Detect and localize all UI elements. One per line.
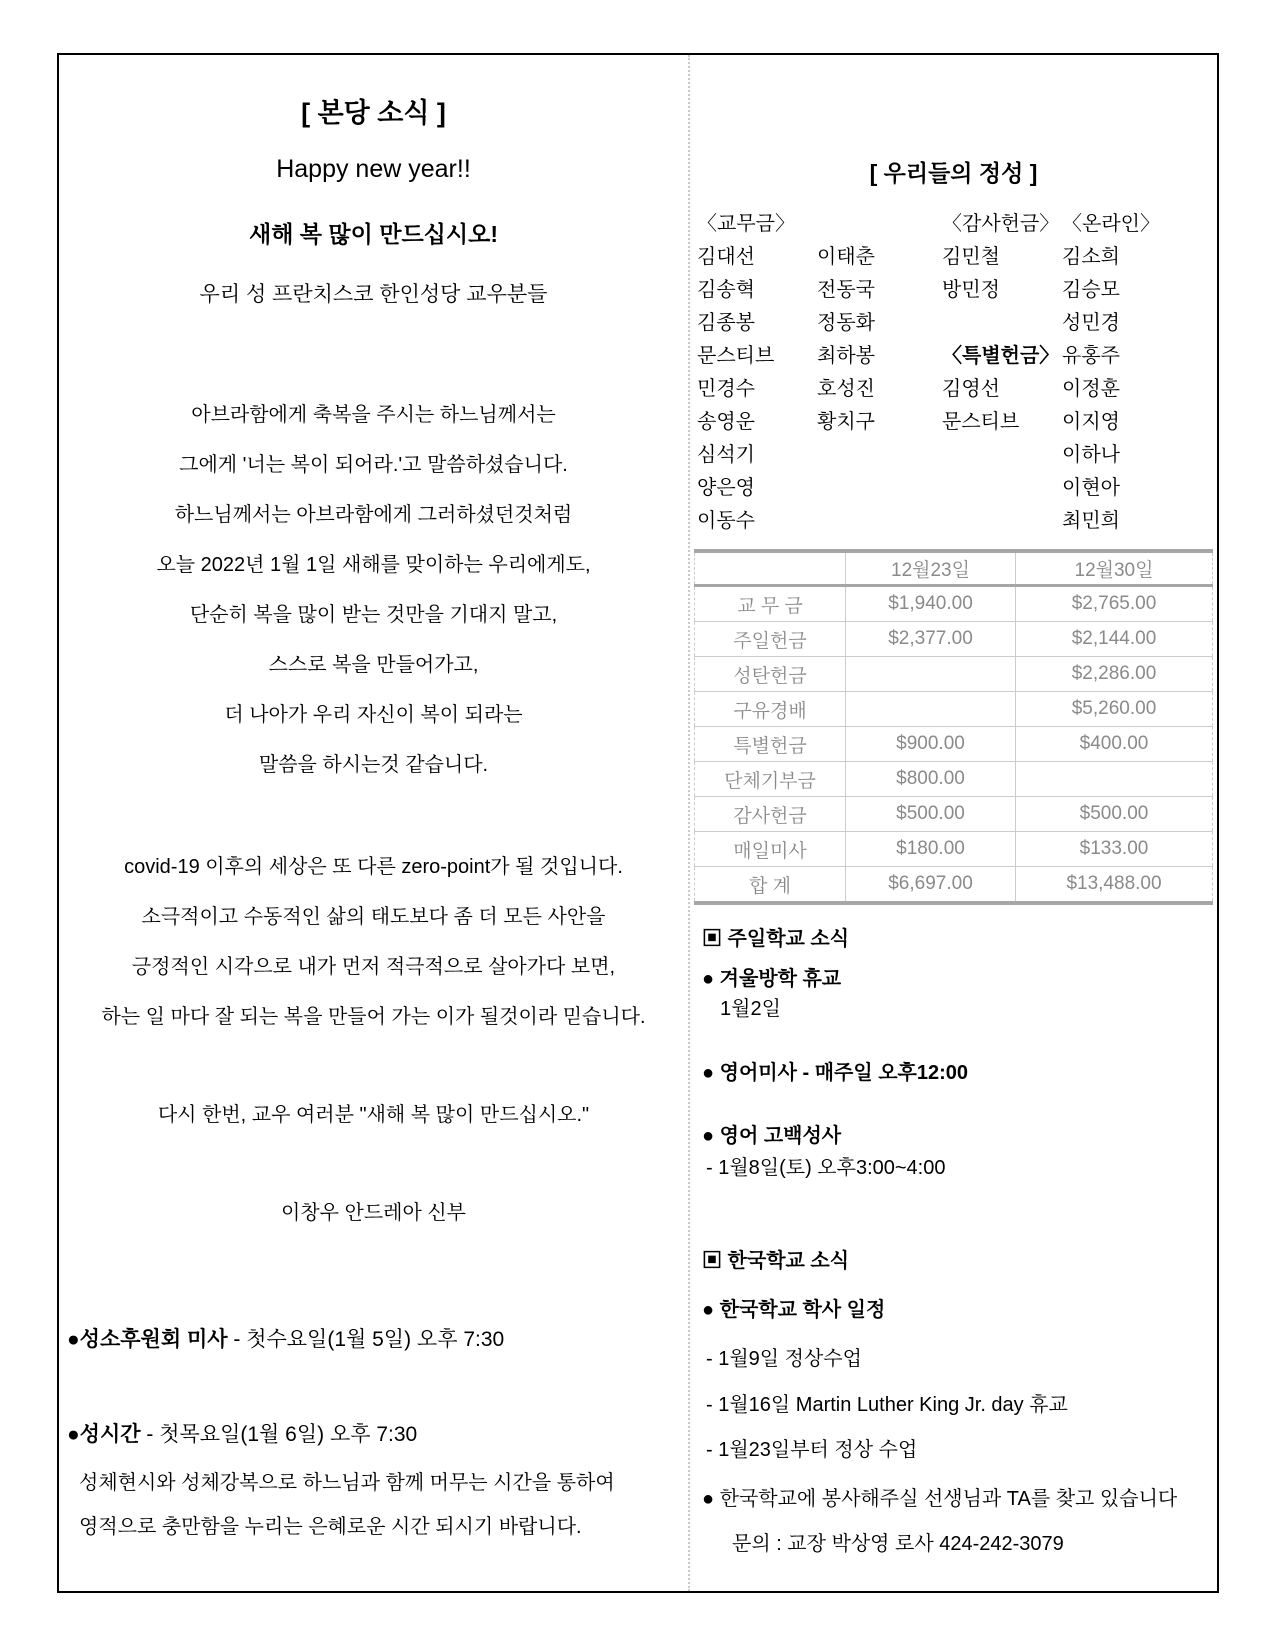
row-label: 합 계: [695, 867, 846, 904]
bulletin-page: [57, 53, 1219, 1593]
amount-cell: $500.00: [846, 797, 1016, 832]
offerings-column: [690, 55, 1217, 1591]
paragraph-line: 하느님께서는 아브라함에게 그러하셨던것처럼: [174, 504, 573, 526]
amount-cell: $400.00: [1016, 727, 1213, 762]
donor-name: 이하나: [1062, 444, 1120, 466]
amount-cell: $133.00: [1016, 832, 1213, 867]
donor-name: 김민철: [942, 246, 1000, 268]
english-confession-time: - 1월8일(토) 오후3:00~4:00: [706, 1157, 946, 1179]
schedule-line: - 1월9일 정상수업: [706, 1348, 862, 1370]
donor-name: 유홍주: [1062, 345, 1120, 367]
vocation-mass-item: [67, 1327, 504, 1353]
row-label: 교 무 금: [695, 586, 846, 622]
paragraph-line: 오늘 2022년 1월 1일 새해를 맞이하는 우리에게도,: [156, 554, 591, 576]
donor-name: 이지영: [1062, 411, 1120, 433]
parish-news-title: [ 본당 소식 ]: [301, 98, 446, 128]
donor-name: 정동화: [817, 312, 875, 334]
donor-name: 김대선: [697, 246, 755, 268]
paragraph-line: 스스로 복을 만들어가고,: [268, 654, 479, 676]
table-row: [695, 762, 1213, 797]
sunday-school-section-header: ▣ 주일학교 소식: [702, 928, 850, 950]
holy-hour-detail: - 첫목요일(1월 6일) 오후 7:30: [140, 1423, 418, 1446]
donor-category: 〈교무금〉: [697, 213, 795, 235]
table-header-cell: [695, 551, 846, 586]
donor-name: 최민희: [1062, 510, 1120, 532]
donor-name: 최하봉: [817, 345, 875, 367]
amount-cell: $180.00: [846, 832, 1016, 867]
offerings-title: [ 우리들의 정성 ]: [869, 160, 1038, 186]
donor-name: 심석기: [697, 444, 755, 466]
table-row: [695, 657, 1213, 692]
paragraph-line: 말씀을 하시는것 같습니다.: [258, 754, 489, 776]
donor-name: 이동수: [697, 510, 755, 532]
donor-name: 김송혁: [697, 279, 755, 301]
donor-name: 방민정: [942, 279, 1000, 301]
korean-school-section-header: ▣ 한국학교 소식: [702, 1250, 850, 1272]
donor-name: 김소희: [1062, 246, 1120, 268]
donor-category: 〈감사헌금〉: [942, 213, 1060, 235]
table-row: [695, 727, 1213, 762]
donor-category: 〈온라인〉: [1062, 213, 1160, 235]
schedule-line: - 1월23일부터 정상 수업: [706, 1439, 918, 1461]
paragraph-line: 더 나아가 우리 자신이 복이 되라는: [224, 704, 523, 726]
paragraph-line: 소극적이고 수동적인 삶의 태도보다 좀 더 모든 사안을: [141, 906, 606, 928]
donor-name: 양은영: [697, 477, 755, 499]
table-header-row: [695, 551, 1213, 586]
donor-name: 성민경: [1062, 312, 1120, 334]
amount-cell: [846, 657, 1016, 692]
new-year-blessing-line: 새해 복 많이 만드십시오!: [248, 221, 498, 247]
paragraph-line: 아브라함에게 축복을 주시는 하느님께서는: [191, 404, 556, 426]
row-label: 감사헌금: [695, 797, 846, 832]
amount-cell: $5,260.00: [1016, 692, 1213, 727]
english-confession-item: ● 영어 고백성사: [702, 1125, 842, 1147]
donor-name: 이태춘: [817, 246, 875, 268]
paragraph-line: 단순히 복을 많이 받는 것만을 기대지 말고,: [189, 604, 558, 626]
donor-name: 이정훈: [1062, 378, 1120, 400]
amount-cell: $500.00: [1016, 797, 1213, 832]
paragraph-line: covid-19 이후의 세상은 또 다른 zero-point가 될 것입니다.: [124, 856, 623, 878]
korean-school-schedule-item: ● 한국학교 학사 일정: [702, 1299, 886, 1321]
holy-hour-desc-line: 영적으로 충만함을 누리는 은혜로운 시간 되시기 바랍니다.: [79, 1516, 582, 1538]
holy-hour-item: [67, 1422, 417, 1448]
row-label: 매일미사: [695, 832, 846, 867]
row-label: 성탄헌금: [695, 657, 846, 692]
amount-cell: $6,697.00: [846, 867, 1016, 904]
happy-new-year-line: Happy new year!!: [276, 155, 471, 183]
donor-name: 김종봉: [697, 312, 755, 334]
donor-name: 송영운: [697, 411, 755, 433]
donor-name: 민경수: [697, 378, 755, 400]
volunteer-request-item: ● 한국학교에 봉사해주실 선생님과 TA를 찾고 있습니다: [702, 1488, 1178, 1510]
row-label: 구유경배: [695, 692, 846, 727]
paragraph-line: 그에게 '너는 복이 되어라.'고 말씀하셨습니다.: [179, 454, 568, 476]
donor-name: 문스티브: [697, 345, 775, 367]
table-row: [695, 692, 1213, 727]
donor-name: 문스티브: [942, 411, 1020, 433]
amount-cell: $2,765.00: [1016, 586, 1213, 622]
table-row: [695, 832, 1213, 867]
closing-line: 다시 한번, 교우 여러분 "새해 복 많이 만드십시오.": [157, 1104, 590, 1126]
donor-category: 〈특별헌금〉: [942, 345, 1060, 367]
offering-amounts-table: [694, 549, 1213, 905]
amount-cell: [846, 692, 1016, 727]
amount-cell: $13,488.00: [1016, 867, 1213, 904]
table-row-total: [695, 867, 1213, 904]
vocation-mass-label: ●성소후원회 미사: [67, 1328, 228, 1351]
table-row: [695, 586, 1213, 622]
amount-cell: $2,286.00: [1016, 657, 1213, 692]
amount-cell: $900.00: [846, 727, 1016, 762]
greeting-line: 우리 성 프란치스코 한인성당 교우분들: [199, 283, 548, 306]
holy-hour-label: ●성시간: [67, 1423, 141, 1446]
priest-signature: 이창우 안드레아 신부: [281, 1202, 466, 1224]
vocation-mass-detail: - 첫수요일(1월 5일) 오후 7:30: [227, 1328, 505, 1351]
amount-cell: $1,940.00: [846, 586, 1016, 622]
donor-name: 전동국: [817, 279, 875, 301]
parish-news-column: [59, 55, 688, 1591]
winter-break-date: 1월2일: [720, 998, 781, 1020]
volunteer-contact-line: 문의 : 교장 박상영 로사 424-242-3079: [732, 1533, 1064, 1555]
holy-hour-desc-line: 성체현시와 성체강복으로 하느님과 함께 머무는 시간을 통하여: [79, 1472, 615, 1494]
amount-cell: $800.00: [846, 762, 1016, 797]
donor-name: 김영선: [942, 378, 1000, 400]
table-header-cell: 12월30일: [1016, 551, 1213, 586]
row-label: 특별헌금: [695, 727, 846, 762]
paragraph-line: 하는 일 마다 잘 되는 복을 만들어 가는 이가 될것이라 믿습니다.: [101, 1006, 646, 1028]
paragraph-line: 긍정적인 시각으로 내가 먼저 적극적으로 살아가다 보면,: [131, 956, 616, 978]
table-row: [695, 797, 1213, 832]
donor-name: 호성진: [817, 378, 875, 400]
donor-name-grid: [697, 207, 1212, 537]
winter-break-item: ● 겨울방학 휴교: [702, 968, 842, 990]
donor-name: 황치구: [817, 411, 875, 433]
donor-name: 김승모: [1062, 279, 1120, 301]
schedule-line: - 1월16일 Martin Luther King Jr. day 휴교: [706, 1394, 1068, 1416]
amount-cell: [1016, 762, 1213, 797]
row-label: 주일헌금: [695, 622, 846, 657]
amount-cell: $2,377.00: [846, 622, 1016, 657]
row-label: 단체기부금: [695, 762, 846, 797]
donor-name: 이현아: [1062, 477, 1120, 499]
amount-cell: $2,144.00: [1016, 622, 1213, 657]
english-mass-item: ● 영어미사 - 매주일 오후12:00: [702, 1062, 968, 1084]
table-header-cell: 12월23일: [846, 551, 1016, 586]
table-row: [695, 622, 1213, 657]
